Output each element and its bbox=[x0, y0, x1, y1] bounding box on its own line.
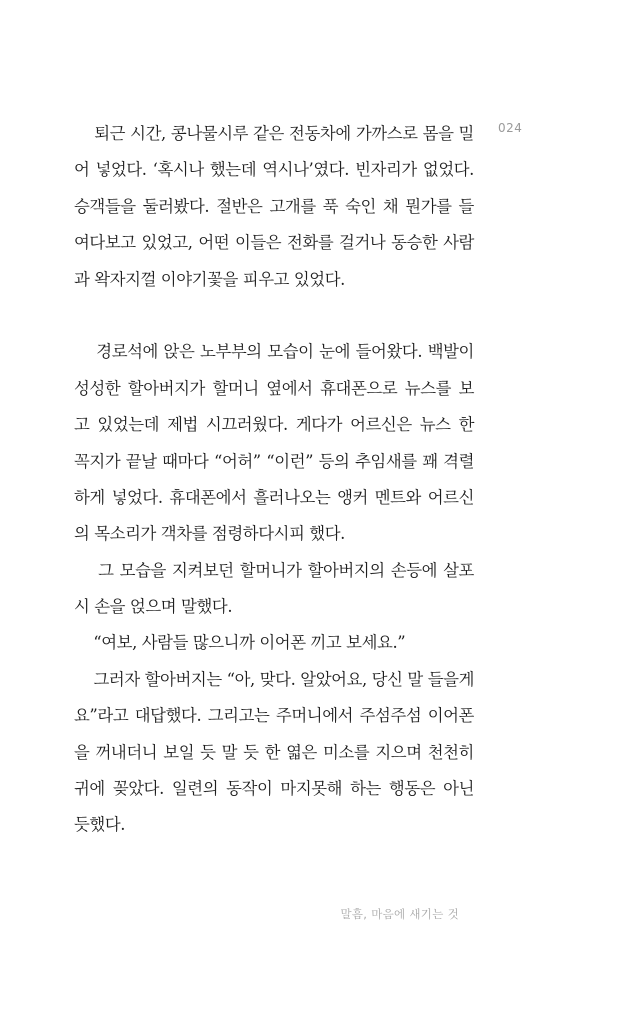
text-line: “여보, 사람들 많으니까 이어폰 끼고 보세요.” bbox=[74, 633, 406, 653]
text-line: 고 있었는데 제법 시끄러웠다. 게다가 어르신은 뉴스 한 bbox=[74, 415, 474, 435]
body-text bbox=[74, 116, 474, 844]
text-line: 듯했다. bbox=[74, 815, 126, 835]
text-line: 그 모습을 지켜보던 할머니가 할아버지의 손등에 살포 bbox=[74, 560, 474, 580]
text-line: 요”라고 대답했다. 그리고는 주머니에서 주섬주섬 이어폰 bbox=[74, 706, 474, 726]
text-line: 여다보고 있었고, 어떤 이들은 전화를 걸거나 동승한 사람 bbox=[74, 233, 474, 253]
text-line: 승객들을 둘러봤다. 절반은 고개를 푹 숙인 채 뭔가를 들 bbox=[74, 196, 474, 216]
text-line: 의 목소리가 객차를 점령하다시피 했다. bbox=[74, 524, 345, 544]
text-line: 어 넣었다. ‘혹시나 했는데 역시나’였다. 빈자리가 없었다. bbox=[74, 160, 474, 180]
text-line: 퇴근 시간, 콩나물시루 같은 전동차에 가까스로 몸을 밀 bbox=[74, 124, 474, 143]
text-line: 귀에 꽂았다. 일련의 동작이 마지못해 하는 행동은 아닌 bbox=[74, 779, 474, 799]
page-number: 024 bbox=[498, 121, 523, 135]
text-line: 성성한 할아버지가 할머니 옆에서 휴대폰으로 뉴스를 보 bbox=[74, 378, 474, 398]
text-line: 을 꺼내더니 보일 듯 말 듯 한 엷은 미소를 지으며 천천히 bbox=[74, 742, 474, 762]
text-line: 꼭지가 끝날 때마다 “어허” “이런” 등의 추임새를 꽤 격렬 bbox=[74, 451, 474, 471]
text-line: 과 왁자지껄 이야기꽃을 피우고 있었다. bbox=[74, 269, 345, 289]
text-line: 하게 넣었다. 휴대폰에서 흘러나오는 앵커 멘트와 어르신 bbox=[74, 487, 474, 507]
text-line: 그러자 할아버지는 “아, 맞다. 알았어요, 당신 말 들을게 bbox=[74, 669, 474, 689]
text-line: 경로석에 앉은 노부부의 모습이 눈에 들어왔다. 백발이 bbox=[74, 342, 474, 362]
text-line: 시 손을 얹으며 말했다. bbox=[74, 597, 233, 617]
paragraph-gap bbox=[74, 298, 474, 334]
footer-book-title: 말흠, 마음에 새기는 것 bbox=[340, 907, 459, 921]
